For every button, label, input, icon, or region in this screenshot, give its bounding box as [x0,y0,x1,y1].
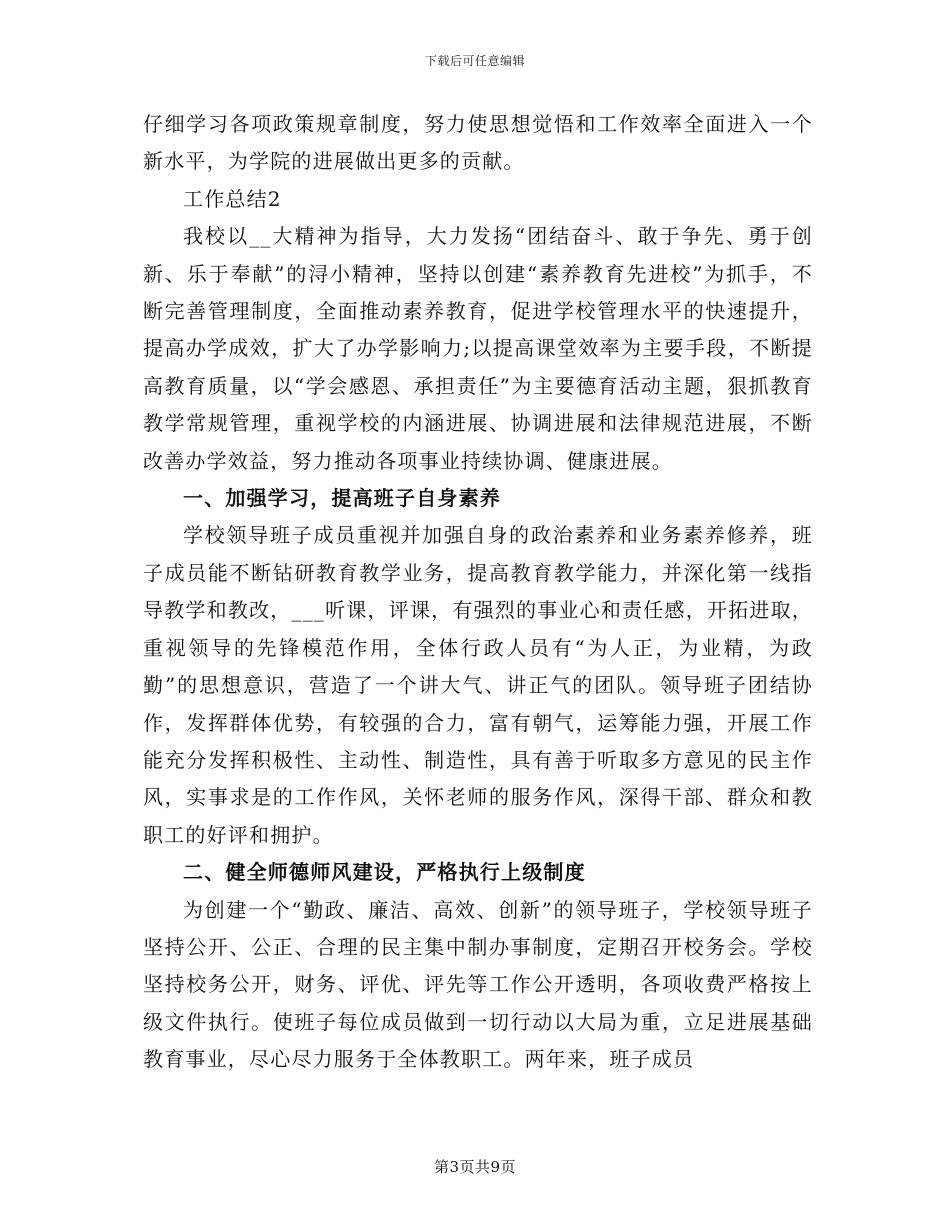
heading-ethics: 二、健全师德师风建设，严格执行上级制度 [183,860,586,885]
paragraph-continuation: 仔细学习各项政策规章制度，努力使思想觉悟和工作效率全面进入一个新水平，为学院的进展做出更多的贡献。 [143,112,813,174]
paragraph-study: 学校领导班子成员重视并加强自身的政治素养和业务素养修养，班子成员能不断钻研教育教学业务，提高教育教学能力，并深化第一线指导教学和教改，___听课，评课，有强烈的事业心和责任感，开拓进取，重视领导的先锋模范作用，全体行政人员有“为人正，为业精，为政勤”的思想意识，营造了一个讲大气、讲正气的团队。领导班子团结协作，发挥群体优势，有较强的合力，富有朝气，运筹能力强，开展工作能充分发挥积极性、主动性、制造性，具有善于听取多方意见的民主作风，实事求是的工作作风，关怀老师的服务作风，深得干部、群众和教职工的好评和拥护。 [143,523,813,847]
heading-study: 一、加强学习，提高班子自身素养 [183,486,501,511]
paragraph-intro: 我校以__大精神为指导，大力发扬“团结奋斗、敢于争先、勇于创新、乐于奉献”的浔小精神，坚持以创建“素养教育先进校”为抓手，不断完善管理制度，全面推动素养教育，促进学校管理水平的快速提升，提高办学成效，扩大了办学影响力;以提高课堂效率为主要手段，不断提高教育质量，以“学会感恩、承担责任”为主要德育活动主题，狠抓教育教学常规管理，重视学校的内涵进展、协调进展和法律规范进展，不断改善办学效益，努力推动各项事业持续协调、健康进展。 [143,224,813,473]
page-header-note: 下载后可任意编辑 [424,54,525,68]
document-body [143,106,813,1079]
section-title: 工作总结2 [183,186,282,211]
page-number: 第3页共9页 [433,1158,517,1176]
paragraph-ethics: 为创建一个“勤政、廉洁、高效、创新”的领导班子，学校领导班子坚持公开、公正、合理的民主集中制办事制度，定期召开校务会。学校坚持校务公开，财务、评优、评先等工作公开透明，各项收费严格按上级文件执行。使班子每位成员做到一切行动以大局为重，立足进展基础教育事业，尽心尽力服务于全体教职工。两年来，班子成员 [143,897,813,1072]
